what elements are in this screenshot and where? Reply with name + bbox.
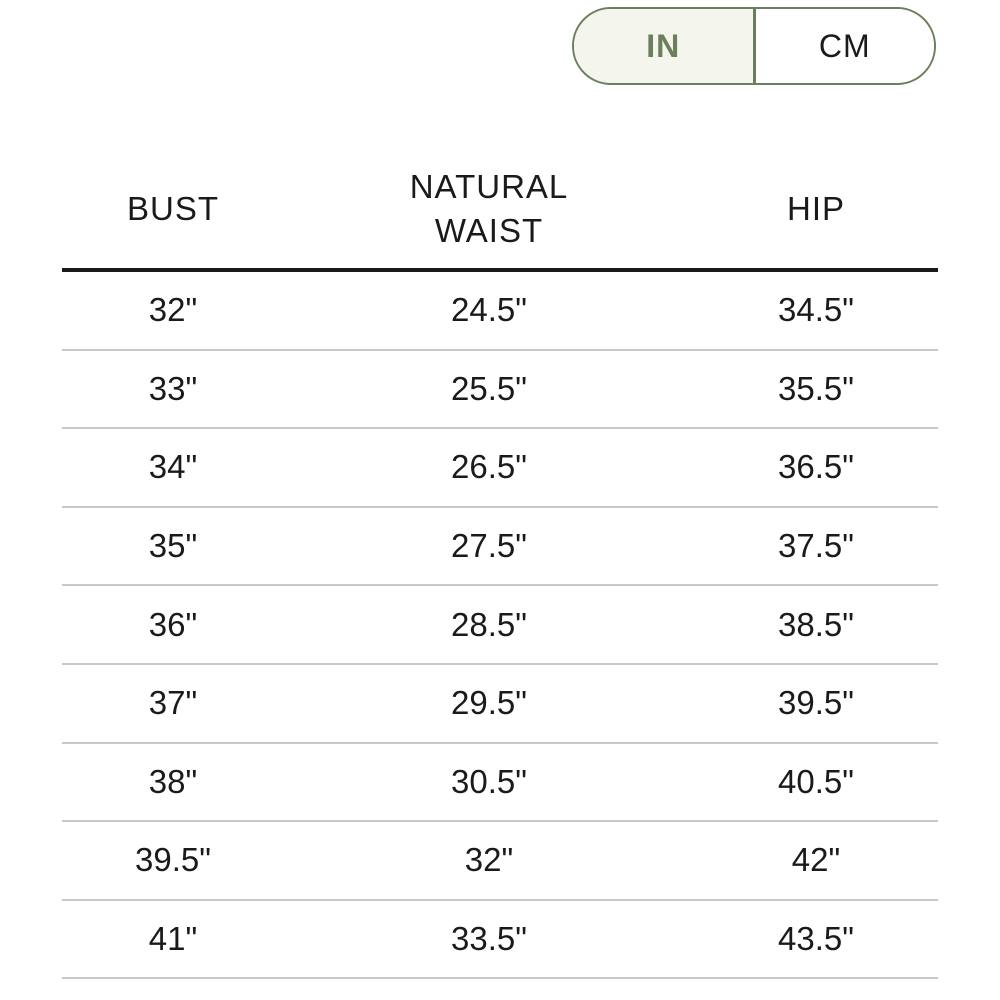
header-natural-waist	[284, 165, 694, 253]
header-bust-label: BUST	[126, 190, 219, 227]
header-waist-line1: NATURAL	[409, 168, 569, 205]
header-waist-line2: WAIST	[434, 212, 544, 249]
cell-bust: 41"	[148, 920, 198, 958]
header-hip-label: HIP	[786, 190, 845, 227]
table-row	[62, 901, 938, 980]
cell-hip: 40.5"	[778, 762, 854, 800]
cell-hip: 43.5"	[778, 920, 854, 958]
header-bust	[62, 187, 284, 231]
table-row	[62, 508, 938, 587]
cell-bust: 34"	[148, 448, 198, 486]
table-row	[62, 272, 938, 351]
cell-waist: 25.5"	[451, 369, 527, 407]
unit-toggle	[572, 7, 936, 85]
table-row	[62, 822, 938, 901]
cell-bust: 35"	[148, 527, 198, 565]
cell-hip: 39.5"	[778, 684, 854, 722]
cell-hip: 36.5"	[778, 448, 854, 486]
size-chart-table	[62, 150, 938, 979]
cell-hip: 37.5"	[778, 527, 854, 565]
cell-waist: 28.5"	[451, 605, 527, 643]
cell-bust: 32"	[148, 291, 198, 329]
cell-waist: 24.5"	[451, 291, 527, 329]
cell-bust: 39.5"	[135, 841, 211, 879]
cell-hip: 38.5"	[778, 605, 854, 643]
unit-option-cm[interactable]: CM	[756, 9, 935, 83]
header-hip	[694, 187, 938, 231]
table-row	[62, 665, 938, 744]
table-header-row	[62, 150, 938, 272]
cell-bust: 37"	[148, 684, 198, 722]
cell-hip: 42"	[791, 841, 841, 879]
unit-option-in[interactable]: IN	[574, 9, 756, 83]
cell-hip: 35.5"	[778, 369, 854, 407]
table-body	[62, 272, 938, 979]
cell-bust: 33"	[148, 369, 198, 407]
table-row	[62, 351, 938, 430]
table-row	[62, 429, 938, 508]
cell-waist: 30.5"	[451, 762, 527, 800]
cell-waist: 26.5"	[451, 448, 527, 486]
cell-waist: 27.5"	[451, 527, 527, 565]
cell-bust: 38"	[148, 762, 198, 800]
cell-bust: 36"	[148, 605, 198, 643]
cell-hip: 34.5"	[778, 291, 854, 329]
table-row	[62, 744, 938, 823]
cell-waist: 29.5"	[451, 684, 527, 722]
table-row	[62, 586, 938, 665]
cell-waist: 33.5"	[451, 920, 527, 958]
cell-waist: 32"	[464, 841, 514, 879]
